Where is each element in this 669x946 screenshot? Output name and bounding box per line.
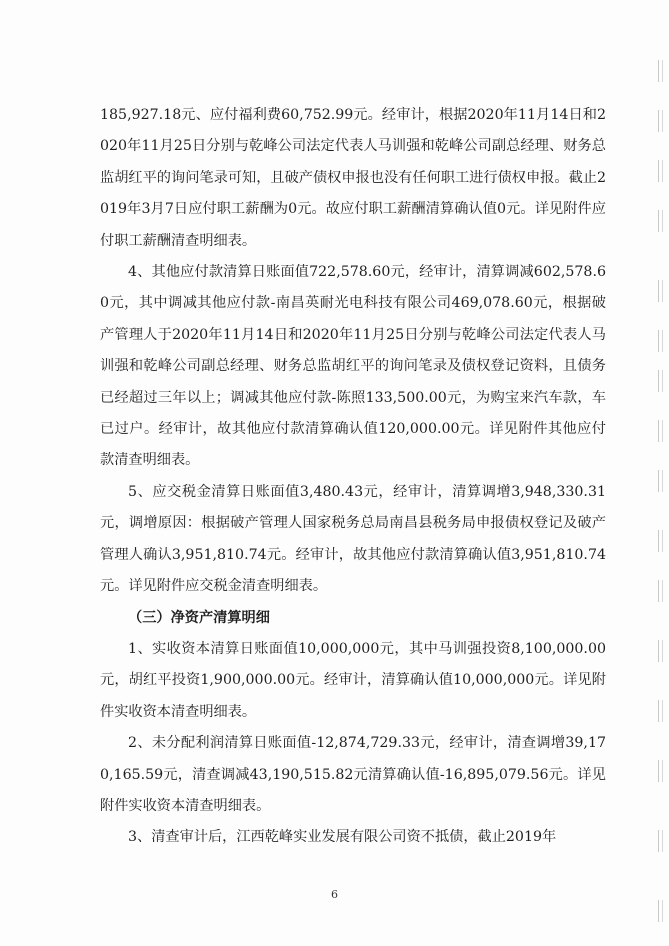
edge-mark — [658, 280, 663, 302]
edge-mark — [658, 210, 663, 232]
document-body — [100, 100, 606, 854]
edge-mark — [658, 470, 663, 492]
edge-mark — [658, 640, 663, 662]
edge-mark — [658, 530, 663, 552]
edge-mark — [658, 580, 663, 602]
edge-mark — [658, 760, 663, 782]
page-number: 6 — [331, 888, 338, 901]
edge-mark — [658, 110, 663, 132]
edge-mark — [658, 60, 663, 82]
paragraph-paid-in-capital: 1、实收资本清算日账面值10,000,000元，其中马训强投资8,100,000.00元，胡红平投资1,900,000.00元。经审计，清算确认值10,000,000元。详见附件实收资本清查明细表。 — [100, 640, 606, 720]
edge-mark — [658, 330, 663, 352]
scan-edge-marks — [653, 60, 667, 940]
edge-mark — [658, 420, 663, 442]
paragraph-taxes-payable: 5、应交税金清算日账面值3,480.43元，经审计，清算调增3,948,330.31元，调增原因：根据破产管理人国家税务总局南昌县税务局申报债权登记及破产管理人确认3,951,810.74元。经审计，故其他应付款清算确认值3,951,810.74元。详见附件应交税金清查明细表。 — [100, 483, 606, 595]
paragraph-undistributed-profit: 2、未分配利润清算日账面值-12,874,729.33元，经审计，清查调增39,170,165.59元，清查调减43,190,515.82元清算确认值-16,895,079.56元。详见附件实收资本清查明细表。 — [100, 735, 606, 814]
edge-mark — [658, 160, 663, 182]
edge-mark — [658, 830, 663, 852]
edge-mark — [658, 700, 663, 722]
paragraph-insolvency-conclusion: 3、清查审计后，江西乾峰实业发展有限公司资不抵债，截止2019年 — [128, 829, 557, 846]
section-heading-net-assets: （三）净资产清算明细 — [128, 609, 270, 626]
edge-mark — [658, 370, 663, 392]
paragraph-employee-payables: 185,927.18元、应付福利费60,752.99元。经审计，根据2020年11月14日和2020年11月25日分别与乾峰公司法定代表人马训强和乾峰公司副总经理、财务总监胡红平的询问笔录可知，且破产债权申报也没有任何职工进行债权申报。截止2019年3月7日应付职工薪酬为0元。故应付职工薪酬清算确认值0元。详见附件应付职工薪酬清查明细表。 — [100, 107, 606, 249]
edge-mark — [658, 900, 663, 922]
paragraph-other-payables: 4、其他应付款清算日账面值722,578.60元，经审计，清算调减602,578.60元，其中调减其他应付款-南昌英耐光电科技有限公司469,078.60元，根据破产管理人于2020年11月14日和2020年11月25日分别与乾峰公司法定代表人马训强和乾峰公司副总经理、财务总监胡红平的询问笔录及债权登记资料，且债务已经超过三年以上；调减其他应付款-陈照133,500.00元，为购宝来汽车款，车已过户。经审计，故其他应付款清算确认值120,000.00元。详见附件其他应付款清查明细表。 — [100, 264, 606, 469]
